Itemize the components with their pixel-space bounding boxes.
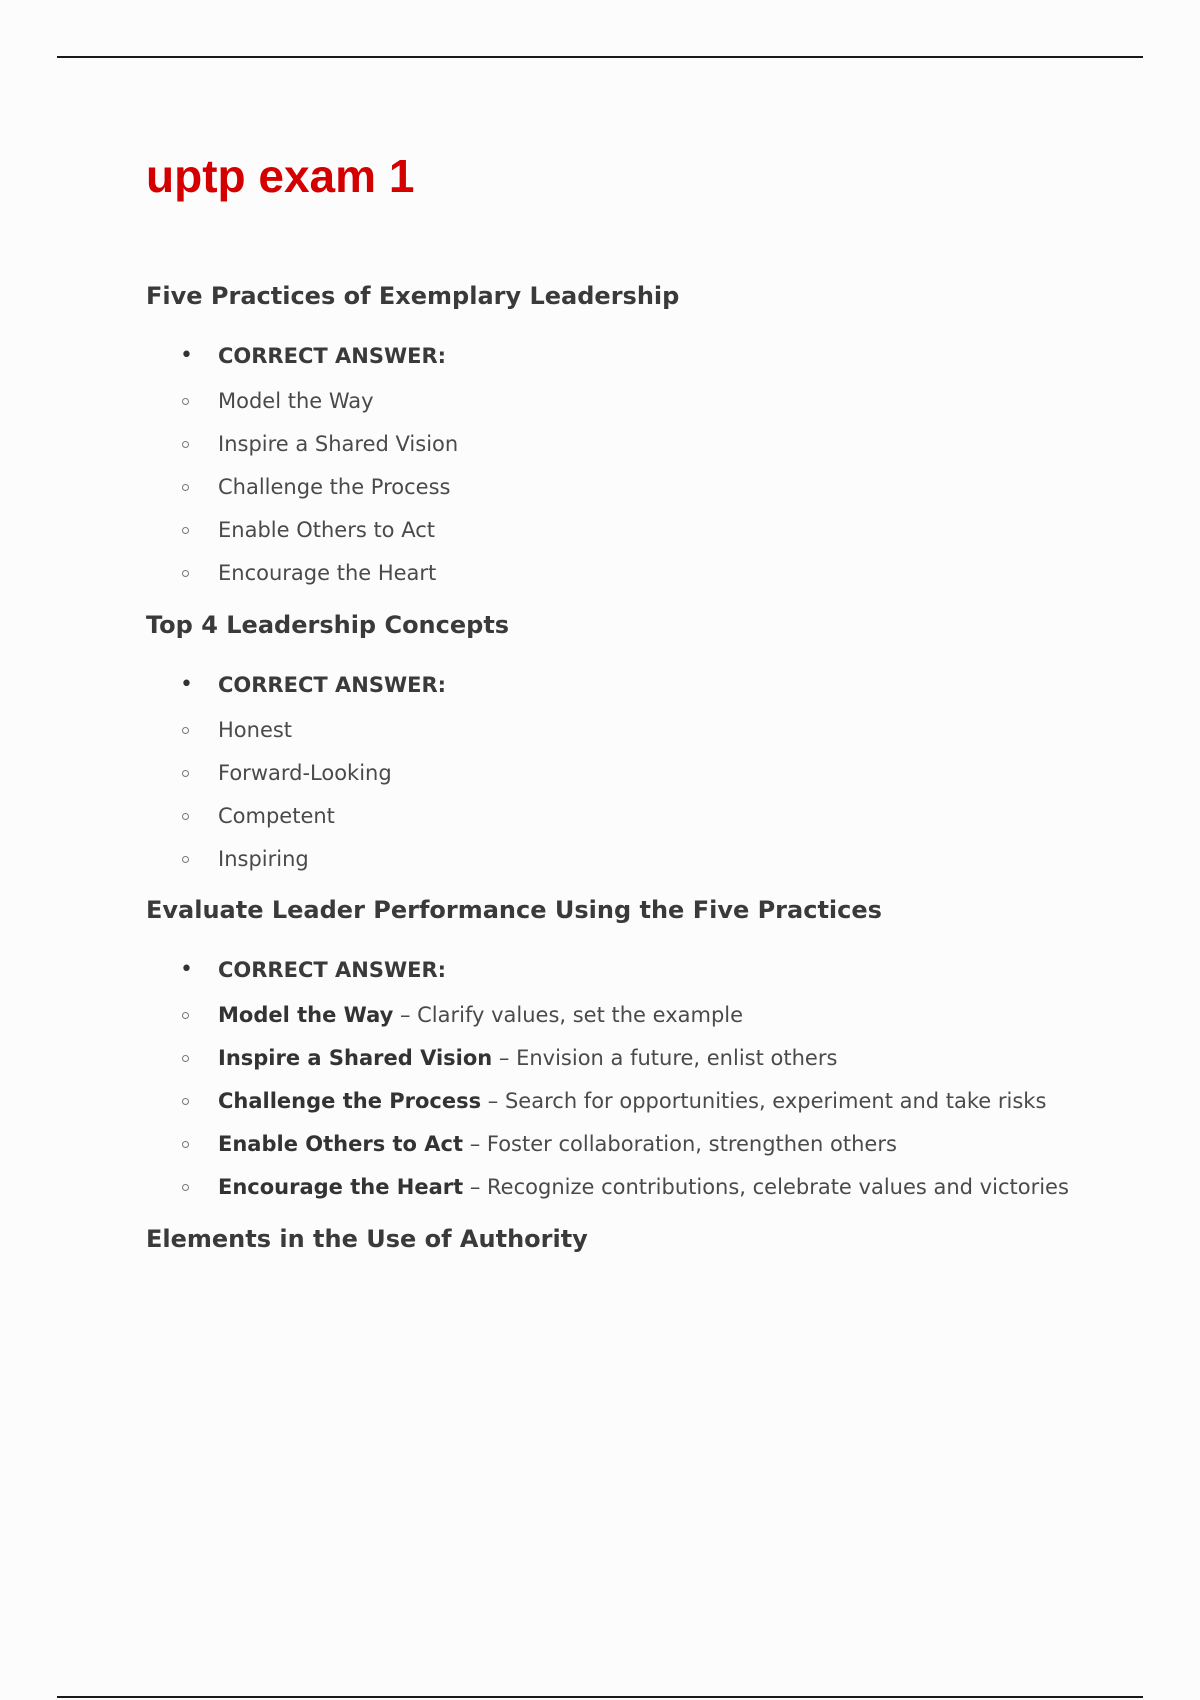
point-text: Honest bbox=[218, 718, 293, 742]
point-description: – Recognize contributions, celebrate values and victories bbox=[463, 1175, 1069, 1199]
point-term: Inspire a Shared Vision bbox=[218, 1046, 493, 1070]
answer-points bbox=[146, 380, 1106, 595]
point-text: Challenge the Process bbox=[218, 475, 451, 499]
list-item bbox=[146, 795, 1106, 838]
answer-item bbox=[146, 669, 1106, 701]
document-title: uptp exam 1 bbox=[146, 150, 415, 202]
point-text: Encourage the Heart bbox=[218, 561, 437, 585]
circle-bullet-icon bbox=[182, 1055, 189, 1062]
list-item bbox=[146, 509, 1106, 552]
section-five-practices bbox=[146, 280, 1106, 595]
circle-bullet-icon bbox=[182, 527, 189, 534]
circle-bullet-icon bbox=[182, 727, 189, 734]
circle-bullet-icon bbox=[182, 813, 189, 820]
answer-list bbox=[146, 954, 1106, 986]
section-heading: Evaluate Leader Performance Using the Five Practices bbox=[146, 896, 882, 924]
footer-rule bbox=[57, 1696, 1143, 1698]
list-item bbox=[146, 423, 1106, 466]
list-item bbox=[146, 552, 1106, 595]
document-body bbox=[146, 140, 1106, 1255]
answer-list bbox=[146, 340, 1106, 372]
circle-bullet-icon bbox=[182, 1184, 189, 1191]
circle-bullet-icon bbox=[182, 856, 189, 863]
point-text: Forward-Looking bbox=[218, 761, 392, 785]
section-leadership-concepts bbox=[146, 609, 1106, 881]
circle-bullet-icon bbox=[182, 1012, 189, 1019]
point-text: Enable Others to Act bbox=[218, 518, 435, 542]
header-rule bbox=[57, 56, 1143, 58]
list-item bbox=[146, 994, 1106, 1037]
list-item bbox=[146, 1166, 1106, 1209]
answer-points bbox=[146, 994, 1106, 1209]
answer-list bbox=[146, 669, 1106, 701]
point-term: Model the Way bbox=[218, 1003, 394, 1027]
list-item bbox=[146, 380, 1106, 423]
list-item bbox=[146, 838, 1106, 881]
correct-answer-label: CORRECT ANSWER: bbox=[218, 958, 447, 982]
point-description: – Foster collaboration, strengthen others bbox=[463, 1132, 897, 1156]
circle-bullet-icon bbox=[182, 1098, 189, 1105]
point-term: Encourage the Heart bbox=[218, 1175, 464, 1199]
circle-bullet-icon bbox=[182, 1141, 189, 1148]
circle-bullet-icon bbox=[182, 441, 189, 448]
answer-item bbox=[146, 954, 1106, 986]
correct-answer-label: CORRECT ANSWER: bbox=[218, 673, 447, 697]
point-text: Inspire a Shared Vision bbox=[218, 432, 459, 456]
point-term: Enable Others to Act bbox=[218, 1132, 464, 1156]
answer-points bbox=[146, 709, 1106, 881]
list-item bbox=[146, 1037, 1106, 1080]
section-heading: Top 4 Leadership Concepts bbox=[146, 611, 510, 639]
list-item bbox=[146, 752, 1106, 795]
circle-bullet-icon bbox=[182, 484, 189, 491]
point-term: Challenge the Process bbox=[218, 1089, 482, 1113]
bullet-icon: • bbox=[180, 957, 193, 982]
point-description: – Envision a future, enlist others bbox=[492, 1046, 838, 1070]
circle-bullet-icon bbox=[182, 770, 189, 777]
point-text: Competent bbox=[218, 804, 335, 828]
list-item bbox=[146, 1123, 1106, 1166]
circle-bullet-icon bbox=[182, 570, 189, 577]
point-text: Model the Way bbox=[218, 389, 374, 413]
section-heading: Five Practices of Exemplary Leadership bbox=[146, 282, 680, 310]
correct-answer-label: CORRECT ANSWER: bbox=[218, 344, 447, 368]
bullet-icon: • bbox=[180, 343, 193, 368]
point-description: – Clarify values, set the example bbox=[393, 1003, 744, 1027]
section-evaluate-performance bbox=[146, 894, 1106, 1209]
list-item bbox=[146, 466, 1106, 509]
point-description: – Search for opportunities, experiment and take risks bbox=[481, 1089, 1047, 1113]
section-heading: Elements in the Use of Authority bbox=[146, 1225, 588, 1253]
circle-bullet-icon bbox=[182, 398, 189, 405]
bullet-icon: • bbox=[180, 672, 193, 697]
section-use-of-authority bbox=[146, 1223, 1106, 1255]
answer-item bbox=[146, 340, 1106, 372]
point-text: Inspiring bbox=[218, 847, 309, 871]
list-item bbox=[146, 709, 1106, 752]
list-item bbox=[146, 1080, 1106, 1123]
